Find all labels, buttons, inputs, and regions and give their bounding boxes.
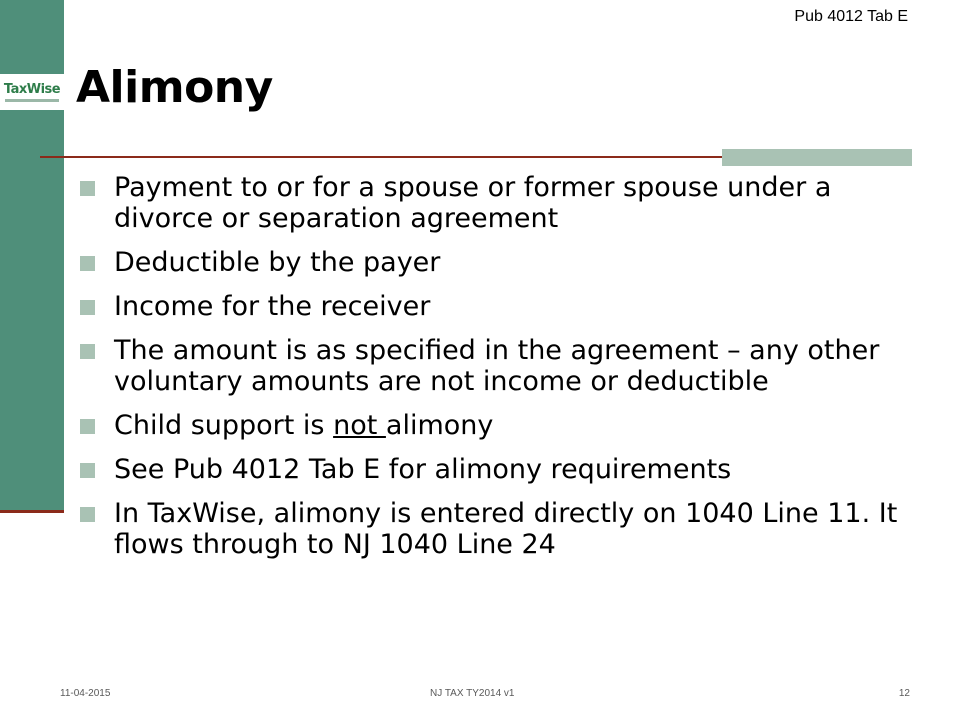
logo-wordmark: TaxWise: [3, 82, 61, 97]
bullet-square-icon: [80, 507, 95, 522]
bullet-text-emphasis: not: [333, 410, 386, 441]
bullet-list: [80, 172, 900, 573]
bullet-square-icon: [80, 181, 95, 196]
bullet-item: [80, 454, 900, 485]
bullet-item: [80, 335, 900, 397]
bullet-square-icon: [80, 419, 95, 434]
bullet-text-post: alimony: [385, 410, 494, 441]
footer-page-number: 12: [898, 688, 910, 699]
bullet-square-icon: [80, 344, 95, 359]
pub-reference: Pub 4012 Tab E: [794, 8, 908, 25]
slide-title: Alimony: [76, 62, 273, 113]
bullet-square-icon: [80, 256, 95, 271]
bullet-text: In TaxWise, alimony is entered directly on 1040 Line 11. It flows through to NJ 1040 Line 24: [114, 498, 898, 560]
bullet-item: [80, 498, 900, 560]
bullet-square-icon: [80, 463, 95, 478]
bullet-item: [80, 172, 900, 234]
bullet-text: Income for the receiver: [114, 291, 431, 322]
footer-version: NJ TAX TY2014 v1: [430, 688, 515, 699]
sidebar-divider: [0, 510, 64, 513]
bullet-text: The amount is as specified in the agreement – any other voluntary amounts are not income or deductible: [114, 335, 880, 397]
bullet-text-pre: Child support is: [114, 410, 334, 441]
taxwise-logo: [0, 74, 64, 110]
footer-date: 11-04-2015: [60, 688, 111, 699]
bullet-text: Deductible by the payer: [114, 247, 441, 278]
bullet-item: [80, 291, 900, 322]
title-divider-accent: [722, 149, 912, 166]
logo-tagline-bar: [5, 99, 59, 102]
bullet-item: [80, 247, 900, 278]
bullet-square-icon: [80, 300, 95, 315]
bullet-text: See Pub 4012 Tab E for alimony requirements: [114, 454, 732, 485]
bullet-item: [80, 410, 900, 441]
bullet-text: Payment to or for a spouse or former spouse under a divorce or separation agreement: [114, 172, 832, 234]
